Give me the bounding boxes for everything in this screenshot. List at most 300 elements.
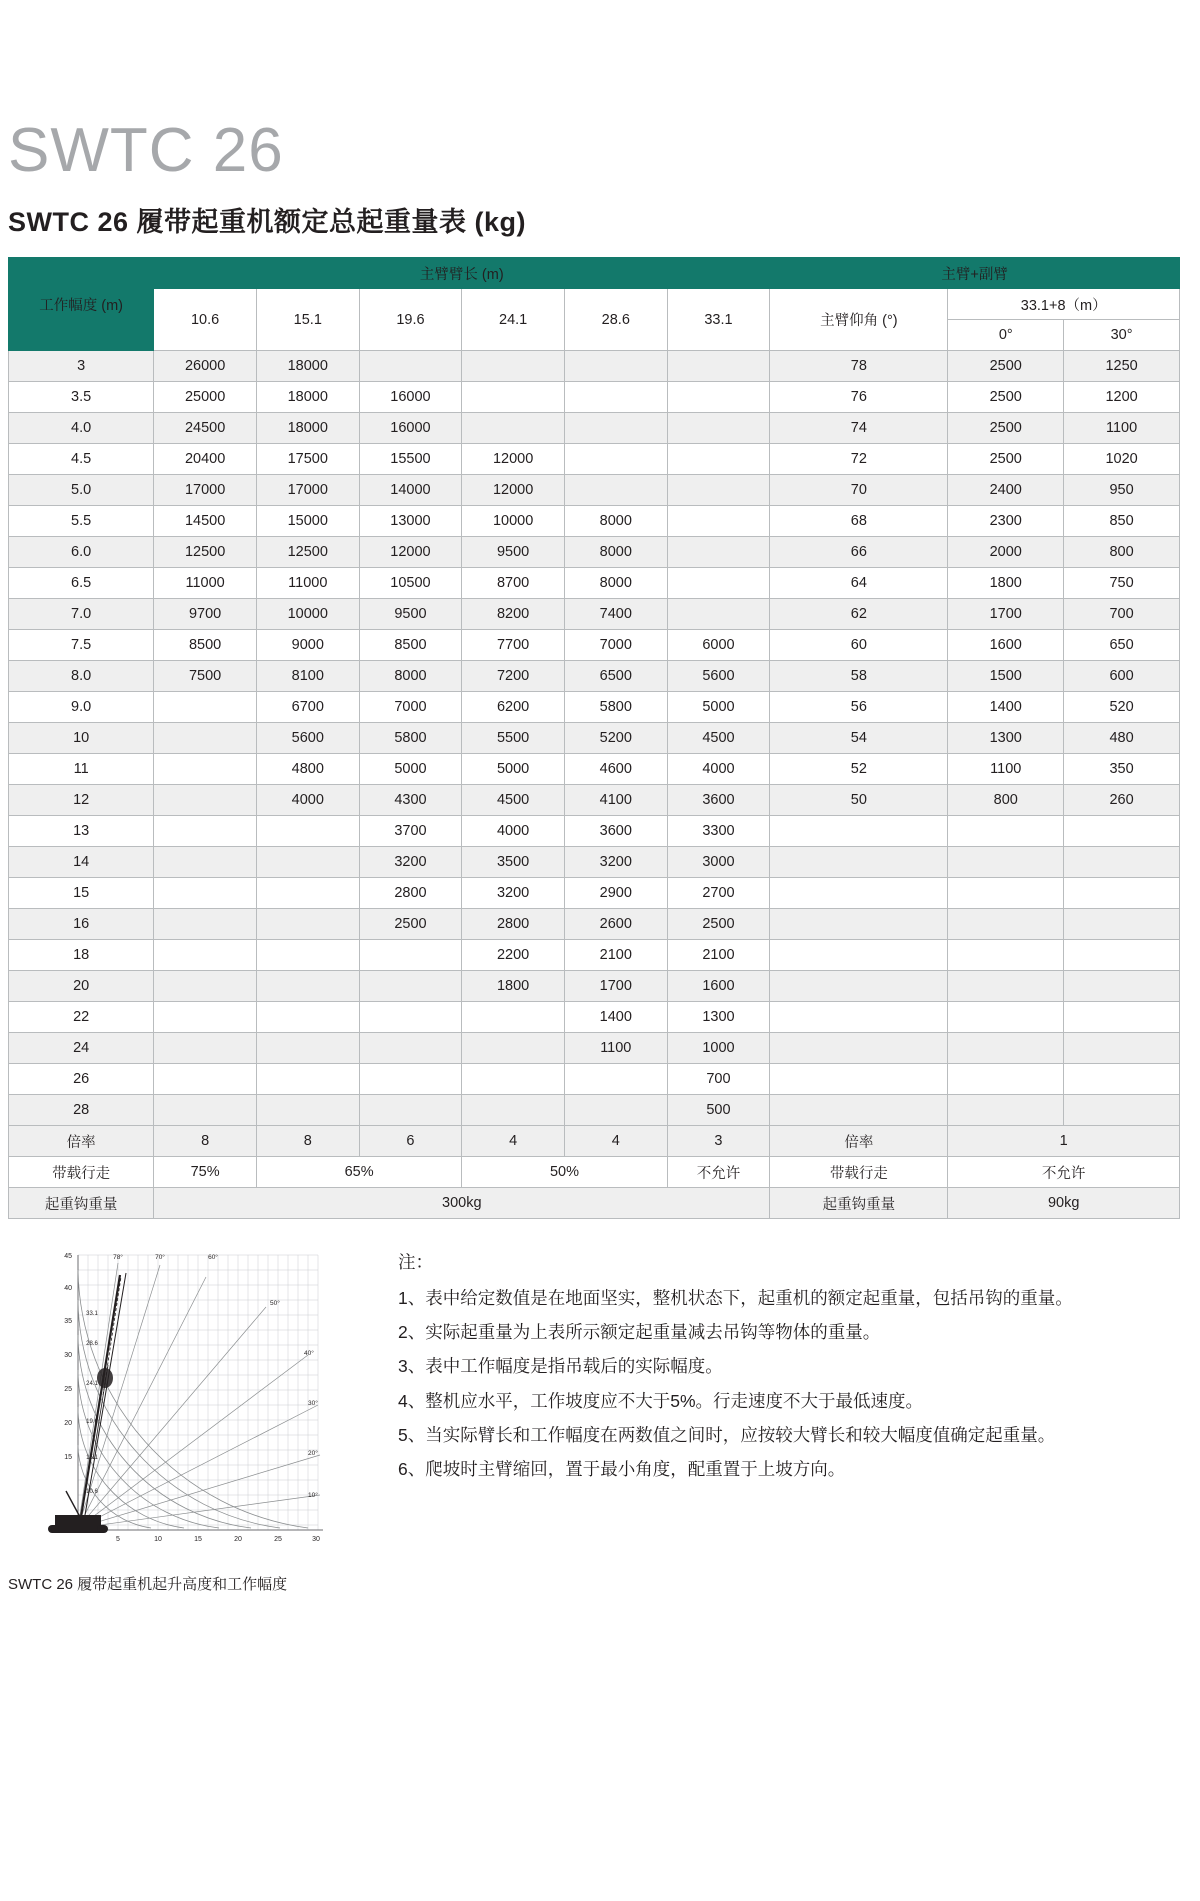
cell-cap: [667, 382, 770, 413]
x-tick: 20: [234, 1536, 242, 1543]
note-item: 5、当实际臂长和工作幅度在两数值之间时，应按较大臂长和较大幅度值确定起重量。: [398, 1424, 1056, 1445]
cell-cap: 24500: [154, 413, 257, 444]
cell-cap: [154, 785, 257, 816]
cell-cap: 2900: [564, 878, 667, 909]
cell-cap: 4600: [564, 754, 667, 785]
cell-cap: [667, 475, 770, 506]
cell-angle: [770, 1002, 948, 1033]
page-title: SWTC 26: [8, 116, 284, 185]
notes-block: [398, 1245, 1073, 1486]
cell-cap: [359, 351, 462, 382]
cell-cap: 2200: [462, 940, 565, 971]
cell-jib-0: 1600: [948, 630, 1064, 661]
cell-jib-0: [948, 878, 1064, 909]
table-row: [9, 568, 1180, 599]
cell-radius: 24: [9, 1033, 154, 1064]
cell-cap: 18000: [256, 413, 359, 444]
cell-jib-30: 750: [1064, 568, 1180, 599]
range-diagram-caption: SWTC 26 履带起重机起升高度和工作幅度: [8, 1576, 288, 1593]
cell-cap: 5200: [564, 723, 667, 754]
cell-jib-30: [1064, 1002, 1180, 1033]
cell-radius: 28: [9, 1095, 154, 1126]
cell-jib-30: [1064, 909, 1180, 940]
cell-cap: 10500: [359, 568, 462, 599]
range-diagram: [8, 1245, 358, 1594]
cell-cap: 1000: [667, 1033, 770, 1064]
x-tick: 30: [312, 1536, 320, 1543]
cell-cap: 7000: [359, 692, 462, 723]
cell-radius: 6.0: [9, 537, 154, 568]
cell-cap: [154, 1002, 257, 1033]
lower-section: [0, 1245, 1200, 1594]
angle-labels-top: [113, 1253, 218, 1261]
table-row: [9, 599, 1180, 630]
table-row: [9, 413, 1180, 444]
cell-cap: 3600: [667, 785, 770, 816]
header-boom-33-1: 33.1: [667, 289, 770, 351]
cell-cap: 12000: [359, 537, 462, 568]
cell-jib-0: 1800: [948, 568, 1064, 599]
cell-jib-0: 800: [948, 785, 1064, 816]
cell-jib-0: 1400: [948, 692, 1064, 723]
angle-label: 40°: [304, 1350, 314, 1357]
cell-angle: 72: [770, 444, 948, 475]
y-tick: 15: [64, 1454, 72, 1461]
table-row-hook: [9, 1188, 1180, 1219]
cell-cap: [667, 413, 770, 444]
cell-jib-0: 2500: [948, 351, 1064, 382]
cell-cap: [154, 816, 257, 847]
cell-cap: 8200: [462, 599, 565, 630]
table-row: [9, 630, 1180, 661]
cell-cap: [667, 568, 770, 599]
cell-cap: [256, 878, 359, 909]
cell-cap: 3200: [564, 847, 667, 878]
cell-cap: 8000: [564, 568, 667, 599]
cell-cap: [359, 1064, 462, 1095]
header-jib-length: 33.1+8（m）: [948, 289, 1180, 320]
cell-cap: 5000: [462, 754, 565, 785]
table-row: [9, 847, 1180, 878]
cell-jib-30: 480: [1064, 723, 1180, 754]
cell-travel-3: 50%: [462, 1157, 667, 1188]
table-row: [9, 1064, 1180, 1095]
cell-cap: 5800: [359, 723, 462, 754]
cell-radius: 9.0: [9, 692, 154, 723]
cell-cap: [564, 1064, 667, 1095]
cell-cap: 4800: [256, 754, 359, 785]
cell-travel-4: 不允许: [667, 1157, 770, 1188]
cell-hook-weight: 300kg: [154, 1188, 770, 1219]
table-row: [9, 692, 1180, 723]
angle-label: 30°: [308, 1400, 318, 1407]
cell-cap: 16000: [359, 382, 462, 413]
cell-cap: 700: [667, 1064, 770, 1095]
cell-radius: 10: [9, 723, 154, 754]
label-ratio-right: 倍率: [770, 1126, 948, 1157]
boom-label: 33.1: [86, 1311, 98, 1317]
cell-angle: [770, 1064, 948, 1095]
cell-jib-30: 850: [1064, 506, 1180, 537]
cell-angle: [770, 878, 948, 909]
cell-angle: 54: [770, 723, 948, 754]
cell-cap: [462, 1002, 565, 1033]
cell-travel-right: 不允许: [948, 1157, 1180, 1188]
cell-jib-30: 700: [1064, 599, 1180, 630]
cell-cap: 7200: [462, 661, 565, 692]
notes-title: 注：: [398, 1252, 433, 1272]
cell-cap: 7400: [564, 599, 667, 630]
cell-jib-30: 260: [1064, 785, 1180, 816]
cell-cap: [154, 692, 257, 723]
cell-jib-0: 2400: [948, 475, 1064, 506]
cell-cap: 17000: [256, 475, 359, 506]
page-subtitle: SWTC 26 履带起重机额定总起重量表 (kg): [8, 207, 527, 237]
cell-cap: 4500: [667, 723, 770, 754]
cell-cap: 2100: [564, 940, 667, 971]
boom-label: 15.1: [86, 1455, 98, 1461]
cell-cap: 3600: [564, 816, 667, 847]
cell-cap: 6700: [256, 692, 359, 723]
y-tick: 25: [64, 1386, 72, 1393]
cell-jib-0: 2500: [948, 382, 1064, 413]
cell-cap: 14000: [359, 475, 462, 506]
cell-radius: 5.5: [9, 506, 154, 537]
header-boom-angle: 主臂仰角 (°): [770, 289, 948, 351]
cell-jib-30: 800: [1064, 537, 1180, 568]
cell-jib-0: [948, 1095, 1064, 1126]
cell-angle: [770, 971, 948, 1002]
cell-cap: [359, 1033, 462, 1064]
cell-ratio: 8: [256, 1126, 359, 1157]
cell-cap: 9500: [359, 599, 462, 630]
cell-jib-0: [948, 1033, 1064, 1064]
cell-jib-30: 1020: [1064, 444, 1180, 475]
cell-cap: 1100: [564, 1033, 667, 1064]
cell-angle: 70: [770, 475, 948, 506]
cell-cap: 1600: [667, 971, 770, 1002]
cell-cap: 9000: [256, 630, 359, 661]
cell-radius: 3: [9, 351, 154, 382]
cell-cap: [462, 1064, 565, 1095]
cell-cap: 8000: [564, 537, 667, 568]
cell-cap: [462, 413, 565, 444]
cell-cap: 12500: [256, 537, 359, 568]
cell-cap: 3500: [462, 847, 565, 878]
cell-jib-0: 1300: [948, 723, 1064, 754]
cell-angle: 64: [770, 568, 948, 599]
y-tick-labels: [64, 1253, 72, 1461]
cell-ratio: 3: [667, 1126, 770, 1157]
cell-cap: 2800: [462, 909, 565, 940]
cell-jib-0: [948, 816, 1064, 847]
label-travel-right: 带载行走: [770, 1157, 948, 1188]
cell-cap: 5800: [564, 692, 667, 723]
cell-cap: [256, 847, 359, 878]
cell-cap: [154, 723, 257, 754]
cell-cap: [154, 754, 257, 785]
cell-jib-0: 1700: [948, 599, 1064, 630]
cell-cap: 12500: [154, 537, 257, 568]
cell-ratio: 6: [359, 1126, 462, 1157]
cell-radius: 12: [9, 785, 154, 816]
cell-angle: 74: [770, 413, 948, 444]
cell-radius: 3.5: [9, 382, 154, 413]
cell-cap: 3200: [462, 878, 565, 909]
cell-travel-2: 65%: [256, 1157, 461, 1188]
cell-cap: [256, 971, 359, 1002]
cell-cap: [154, 1033, 257, 1064]
boom-arcs: [78, 1270, 308, 1528]
cell-cap: 8000: [359, 661, 462, 692]
cell-cap: [462, 382, 565, 413]
angle-labels-right: [270, 1299, 318, 1499]
cell-cap: 1300: [667, 1002, 770, 1033]
cell-jib-0: [948, 1064, 1064, 1095]
cell-cap: 6500: [564, 661, 667, 692]
table-row: [9, 506, 1180, 537]
table-row: [9, 1033, 1180, 1064]
cell-cap: 1400: [564, 1002, 667, 1033]
x-tick: 10: [154, 1536, 162, 1543]
note-item: 2、实际起重量为上表所示额定起重量减去吊钩等物体的重量。: [398, 1322, 881, 1343]
cell-angle: 68: [770, 506, 948, 537]
cell-cap: [359, 1002, 462, 1033]
cell-radius: 8.0: [9, 661, 154, 692]
table-row: [9, 816, 1180, 847]
cell-cap: 1700: [564, 971, 667, 1002]
cell-radius: 26: [9, 1064, 154, 1095]
cell-jib-30: [1064, 878, 1180, 909]
cell-jib-0: 2000: [948, 537, 1064, 568]
cell-cap: [667, 444, 770, 475]
cell-cap: 18000: [256, 382, 359, 413]
cell-cap: [667, 599, 770, 630]
cell-jib-0: [948, 847, 1064, 878]
cell-cap: 6200: [462, 692, 565, 723]
table-row: [9, 785, 1180, 816]
boom-label: 24.1: [86, 1381, 98, 1387]
cell-angle: 56: [770, 692, 948, 723]
cell-cap: [359, 1095, 462, 1126]
cell-jib-30: 1250: [1064, 351, 1180, 382]
cell-cap: 8500: [154, 630, 257, 661]
cell-radius: 11: [9, 754, 154, 785]
cell-cap: 5000: [359, 754, 462, 785]
x-tick: 5: [116, 1536, 120, 1543]
cell-cap: 4300: [359, 785, 462, 816]
cell-cap: 13000: [359, 506, 462, 537]
label-travel: 带载行走: [9, 1157, 154, 1188]
label-ratio: 倍率: [9, 1126, 154, 1157]
cell-jib-30: [1064, 1095, 1180, 1126]
load-chart-table: [8, 257, 1180, 1219]
y-tick: 20: [64, 1420, 72, 1427]
cell-cap: [462, 1033, 565, 1064]
cell-cap: 8000: [564, 506, 667, 537]
cell-radius: 16: [9, 909, 154, 940]
cell-cap: [154, 847, 257, 878]
cell-angle: 52: [770, 754, 948, 785]
cell-cap: [256, 816, 359, 847]
cell-cap: [256, 1002, 359, 1033]
cell-cap: 2500: [359, 909, 462, 940]
cell-cap: [462, 351, 565, 382]
cell-cap: 5500: [462, 723, 565, 754]
cell-cap: 500: [667, 1095, 770, 1126]
boom-label: 19.6: [86, 1419, 98, 1425]
cell-cap: 9700: [154, 599, 257, 630]
cell-angle: [770, 909, 948, 940]
table-row: [9, 661, 1180, 692]
cell-cap: 5600: [667, 661, 770, 692]
cell-radius: 7.0: [9, 599, 154, 630]
angle-label: 70°: [155, 1254, 165, 1261]
angle-label: 78°: [113, 1254, 123, 1261]
cell-cap: 2800: [359, 878, 462, 909]
cell-cap: 26000: [154, 351, 257, 382]
cell-angle: [770, 847, 948, 878]
cell-cap: 7000: [564, 630, 667, 661]
header-jib-angle-0: 0°: [948, 320, 1064, 351]
cell-cap: [256, 909, 359, 940]
table-row: [9, 909, 1180, 940]
y-tick: 45: [64, 1253, 72, 1260]
cell-cap: 12000: [462, 444, 565, 475]
header-boom-19-6: 19.6: [359, 289, 462, 351]
grid-lines: [78, 1255, 318, 1530]
header-main-boom-group: 主臂臂长 (m): [154, 258, 770, 289]
angle-label: 60°: [208, 1254, 218, 1261]
cell-cap: 11000: [154, 568, 257, 599]
cell-jib-30: 650: [1064, 630, 1180, 661]
cell-cap: [256, 1033, 359, 1064]
cell-cap: 10000: [462, 506, 565, 537]
cell-cap: 14500: [154, 506, 257, 537]
cell-ratio-right: 1: [948, 1126, 1180, 1157]
table-row: [9, 878, 1180, 909]
header-boom-28-6: 28.6: [564, 289, 667, 351]
cell-cap: [154, 878, 257, 909]
table-row: [9, 351, 1180, 382]
cell-cap: 2500: [667, 909, 770, 940]
cell-jib-30: [1064, 1064, 1180, 1095]
cell-cap: [564, 382, 667, 413]
cell-cap: 8500: [359, 630, 462, 661]
cell-cap: [667, 537, 770, 568]
cell-angle: 78: [770, 351, 948, 382]
header-boom-15-1: 15.1: [256, 289, 359, 351]
cell-jib-0: 1100: [948, 754, 1064, 785]
range-diagram-svg: [8, 1245, 358, 1565]
cell-angle: 66: [770, 537, 948, 568]
cell-angle: 58: [770, 661, 948, 692]
label-hook-weight-right: 起重钩重量: [770, 1188, 948, 1219]
cell-angle: 62: [770, 599, 948, 630]
cell-jib-30: [1064, 971, 1180, 1002]
cell-cap: 20400: [154, 444, 257, 475]
cell-cap: 4500: [462, 785, 565, 816]
cell-ratio: 4: [462, 1126, 565, 1157]
cell-cap: 3300: [667, 816, 770, 847]
cell-cap: [256, 940, 359, 971]
note-item: 6、爬坡时主臂缩回，置于最小角度，配重置于上坡方向。: [398, 1458, 846, 1479]
cell-radius: 7.5: [9, 630, 154, 661]
cell-cap: [462, 1095, 565, 1126]
table-row: [9, 444, 1180, 475]
cell-ratio: 8: [154, 1126, 257, 1157]
cell-radius: 22: [9, 1002, 154, 1033]
cell-cap: 5600: [256, 723, 359, 754]
cell-angle: 60: [770, 630, 948, 661]
cell-cap: 8700: [462, 568, 565, 599]
table-row: [9, 940, 1180, 971]
cell-cap: 6000: [667, 630, 770, 661]
cell-cap: 7500: [154, 661, 257, 692]
cell-cap: 4100: [564, 785, 667, 816]
cell-jib-30: [1064, 816, 1180, 847]
cell-cap: [154, 1064, 257, 1095]
cell-travel-1: 75%: [154, 1157, 257, 1188]
cell-cap: 4000: [667, 754, 770, 785]
cell-jib-30: 950: [1064, 475, 1180, 506]
y-tick: 40: [64, 1285, 72, 1292]
cell-cap: [564, 351, 667, 382]
header-boom-24-1: 24.1: [462, 289, 565, 351]
cell-cap: 3700: [359, 816, 462, 847]
header-boom-10-6: 10.6: [154, 289, 257, 351]
cell-angle: [770, 940, 948, 971]
cell-cap: 10000: [256, 599, 359, 630]
cell-cap: 8100: [256, 661, 359, 692]
cell-cap: 3200: [359, 847, 462, 878]
cell-cap: [154, 971, 257, 1002]
cell-ratio: 4: [564, 1126, 667, 1157]
cell-jib-0: 2500: [948, 444, 1064, 475]
table-row: [9, 723, 1180, 754]
note-item: 3、表中工作幅度是指吊载后的实际幅度。: [398, 1356, 723, 1377]
cell-cap: 4000: [256, 785, 359, 816]
table-row-ratio: [9, 1126, 1180, 1157]
cell-angle: [770, 1033, 948, 1064]
cell-angle: [770, 1095, 948, 1126]
header-jib-angle-30: 30°: [1064, 320, 1180, 351]
cell-jib-0: 2300: [948, 506, 1064, 537]
cell-cap: [667, 351, 770, 382]
cell-jib-30: [1064, 940, 1180, 971]
boom-label: 28.6: [86, 1341, 98, 1347]
note-item: 1、表中给定数值是在地面坚实，整机状态下，起重机的额定起重量，包括吊钩的重量。: [398, 1288, 1073, 1309]
cell-cap: [154, 940, 257, 971]
x-tick-labels: [116, 1536, 320, 1543]
cell-angle: [770, 816, 948, 847]
cell-radius: 15: [9, 878, 154, 909]
x-tick: 15: [194, 1536, 202, 1543]
cell-cap: [359, 940, 462, 971]
cell-cap: 12000: [462, 475, 565, 506]
cell-jib-30: 1100: [1064, 413, 1180, 444]
x-tick: 25: [274, 1536, 282, 1543]
cell-cap: 17000: [154, 475, 257, 506]
cell-cap: [564, 475, 667, 506]
cell-jib-0: 1500: [948, 661, 1064, 692]
cell-cap: 4000: [462, 816, 565, 847]
cell-cap: 18000: [256, 351, 359, 382]
cell-angle: 50: [770, 785, 948, 816]
cell-cap: 5000: [667, 692, 770, 723]
cell-cap: 2100: [667, 940, 770, 971]
y-tick: 35: [64, 1318, 72, 1325]
